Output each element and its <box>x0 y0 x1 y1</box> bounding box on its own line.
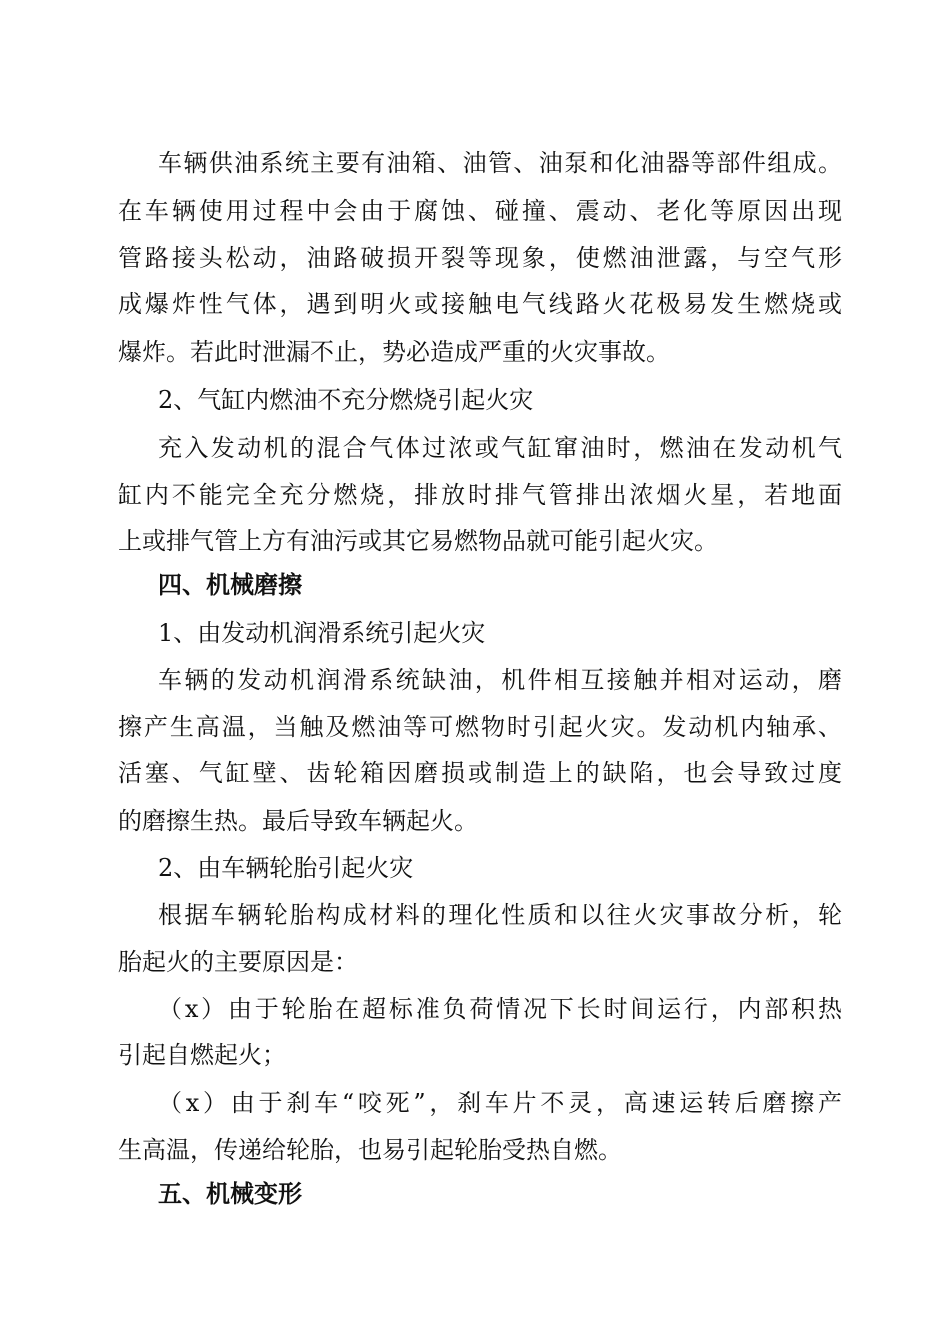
paragraph-fuel-system-line-5: 爆炸。若此时泄漏不止，势必造成严重的火灾事故。 <box>118 338 670 366</box>
paragraph-lubrication-line-1: 车辆的发动机润滑系统缺油，机件相互接触并相对运动，磨 <box>158 666 842 694</box>
subheading-cylinder-combustion: 2、气缸内燃油不充分燃烧引起火灾 <box>158 386 534 414</box>
paragraph-lubrication-line-2: 擦产生高温，当触及燃油等可燃物时引起火灾。发动机内轴承、 <box>118 713 842 741</box>
section-heading-mechanical-friction: 四、机械磨擦 <box>158 571 302 599</box>
paragraph-lubrication-line-3: 活塞、气缸壁、齿轮箱因磨损或制造上的缺陷，也会导致过度 <box>118 759 842 787</box>
paragraph-lubrication-line-4: 的磨擦生热。最后导致车辆起火。 <box>118 807 478 835</box>
list-item-brake-line-1: （x）由于刹车“咬死”，刹车片不灵，高速运转后磨擦产 <box>158 1089 842 1117</box>
list-item-brake-line-2: 生高温，传递给轮胎，也易引起轮胎受热自燃。 <box>118 1136 622 1164</box>
paragraph-cylinder-line-3: 上或排气管上方有油污或其它易燃物品就可能引起火灾。 <box>118 527 718 555</box>
paragraph-cylinder-line-1: 充入发动机的混合气体过浓或气缸窜油时，燃油在发动机气 <box>158 434 842 462</box>
paragraph-cylinder-line-2: 缸内不能完全充分燃烧，排放时排气管排出浓烟火星，若地面 <box>118 481 842 509</box>
list-item-overload-line-1: （x）由于轮胎在超标准负荷情况下长时间运行，内部积热 <box>158 995 842 1023</box>
paragraph-tire-line-2: 胎起火的主要原因是： <box>118 948 358 976</box>
paragraph-fuel-system-line-2: 在车辆使用过程中会由于腐蚀、碰撞、震动、老化等原因出现 <box>118 197 842 225</box>
subheading-engine-lubrication: 1、由发动机润滑系统引起火灾 <box>158 619 486 647</box>
paragraph-fuel-system-line-3: 管路接头松动，油路破损开裂等现象，使燃油泄露，与空气形 <box>118 244 842 272</box>
paragraph-fuel-system-line-1: 车辆供油系统主要有油箱、油管、油泵和化油器等部件组成。 <box>158 149 842 177</box>
list-item-overload-line-2: 引起自燃起火； <box>118 1041 286 1069</box>
paragraph-fuel-system-line-4: 成爆炸性气体，遇到明火或接触电气线路火花极易发生燃烧或 <box>118 290 842 318</box>
paragraph-tire-line-1: 根据车辆轮胎构成材料的理化性质和以往火灾事故分析，轮 <box>158 901 842 929</box>
subheading-tire-fire: 2、由车辆轮胎引起火灾 <box>158 854 414 882</box>
section-heading-mechanical-deformation: 五、机械变形 <box>158 1180 302 1208</box>
